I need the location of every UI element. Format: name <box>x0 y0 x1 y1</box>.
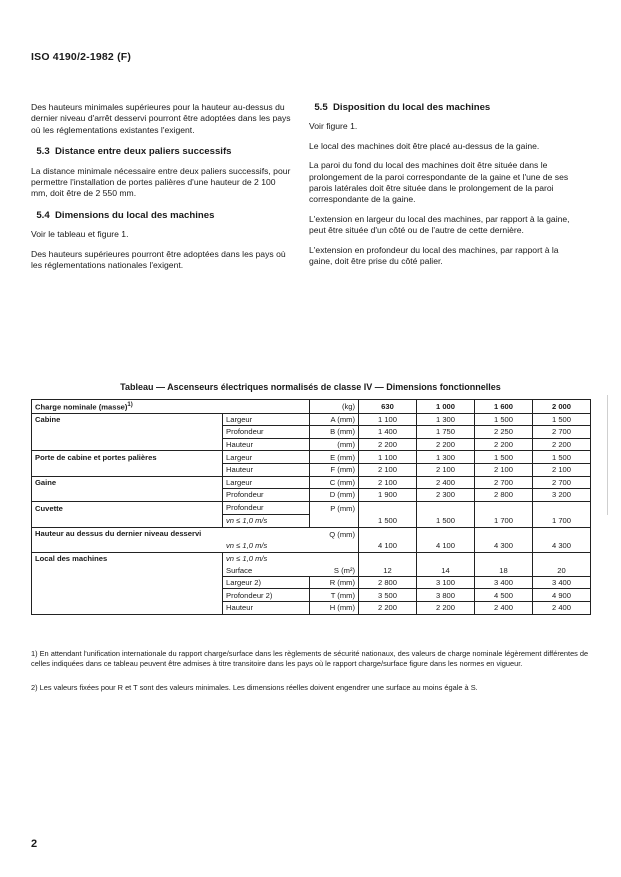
table-cell: 1 300 <box>417 451 475 464</box>
group-label-portes: Porte de cabine et portes palières <box>32 451 223 464</box>
footnote-1: 1) En attendant l'unification internationale du rapport charge/surface dans les règlements de sécurité nationaux, des valeurs de charge nominale légèrement différentes de celles indiquées dans ce tableau peuvent être admises à titre transitoire dans les pays où le rapport charge/surface figure dans les normes en vigueur. <box>31 649 589 668</box>
dimension-label: Hauteur <box>223 438 310 451</box>
page-number: 2 <box>31 838 38 850</box>
head-value: 2 000 <box>533 400 591 414</box>
table-cell: 2 100 <box>417 463 475 476</box>
section-title: Disposition du local des machines <box>333 102 491 113</box>
dimensions-table <box>31 399 591 615</box>
table-row <box>32 463 591 476</box>
speed-condition: vn ≤ 1,0 m/s <box>226 540 268 550</box>
table-cell: 18 <box>475 564 533 576</box>
table-cell: 1 500 <box>417 501 475 527</box>
head-value: 1 600 <box>475 400 533 414</box>
section-number: 5.5 <box>314 102 328 113</box>
paragraph: La distance minimale nécessaire entre deux paliers successifs, pour permettre l'installation de portes palières d'une hauteur de 2 100 mm, doit être de 2 550 mm. <box>31 165 291 199</box>
table-cell: 1 500 <box>533 451 591 464</box>
speed-condition: vn ≤ 1,0 m/s <box>226 515 268 525</box>
table-cell: 2 700 <box>475 476 533 489</box>
paragraph: Voir le tableau et figure 1. <box>31 229 129 240</box>
table-cell: 1 500 <box>475 451 533 464</box>
table-cell: 4 500 <box>475 589 533 602</box>
group-label-cuvette: Cuvette <box>32 501 223 527</box>
paragraph: L'extension en profondeur du local des machines, par rapport à la gaine, doit être prise du côté palier. <box>309 244 559 267</box>
left-column <box>31 102 293 279</box>
paragraph: La paroi du fond du local des machines doit être située dans le prolongement de la paroi correspondante de la gaine et l'une de ses parois latérales doit être située dans le prolongement de la paroi correspondante de la gaine. <box>309 160 569 205</box>
dimension-label: Surface <box>223 564 310 576</box>
head-value: 630 <box>359 400 417 414</box>
table-cell: 1 750 <box>417 426 475 439</box>
dimension-label: Largeur <box>223 476 310 489</box>
document-header: ISO 4190/2-1982 (F) <box>31 51 132 63</box>
header-unit: (kg) <box>310 400 359 414</box>
dimension-unit: D (mm) <box>310 489 359 502</box>
table-row <box>32 438 591 451</box>
dimension-unit: F (mm) <box>310 463 359 476</box>
table-cell: 1 500 <box>359 501 417 527</box>
dimension-label: Largeur <box>223 413 310 426</box>
dimension-label-stack <box>223 501 310 527</box>
table-cell: 3 400 <box>475 576 533 589</box>
table-cell: 1 500 <box>533 413 591 426</box>
dimension-label: Hauteur <box>223 463 310 476</box>
table-cell: 2 250 <box>475 426 533 439</box>
scan-edge-mark <box>607 395 608 515</box>
table-cell: 2 800 <box>359 576 417 589</box>
group-label-cabine: Cabine <box>32 413 223 426</box>
table-cell: 2 200 <box>475 438 533 451</box>
table-cell: 4 300 <box>475 527 533 552</box>
table-cell: 2 100 <box>359 476 417 489</box>
dimension-label: Profondeur <box>223 426 310 439</box>
table-cell: 2 100 <box>533 463 591 476</box>
table-cell: 3 100 <box>417 576 475 589</box>
section-heading-5-4 <box>31 210 293 221</box>
dimension-unit: T (mm) <box>310 589 359 602</box>
dimension-unit: (mm) <box>310 438 359 451</box>
table-cell: 3 400 <box>533 576 591 589</box>
table-cell: 1 400 <box>359 426 417 439</box>
table-row <box>32 413 591 426</box>
section-title: Distance entre deux paliers successifs <box>55 146 232 158</box>
table-row <box>32 576 591 589</box>
group-label-hauteur: Hauteur au dessus du dernier niveau desservi <box>35 529 202 539</box>
table-row <box>32 589 591 602</box>
group-label-gaine: Gaine <box>32 476 223 489</box>
dimension-unit: B (mm) <box>310 426 359 439</box>
table-cell: 14 <box>417 564 475 576</box>
table-cell: 1 100 <box>359 451 417 464</box>
dimension-unit: R (mm) <box>310 576 359 589</box>
table-cell: 2 300 <box>417 489 475 502</box>
table-cell: 2 400 <box>533 602 591 615</box>
group-label-local: Local des machines <box>32 552 223 564</box>
section-title: Dimensions du local des machines <box>55 209 215 221</box>
table-row <box>32 476 591 489</box>
table-cell: 20 <box>533 564 591 576</box>
speed-condition: vn ≤ 1,0 m/s <box>223 552 310 564</box>
dimension-unit: E (mm) <box>310 451 359 464</box>
dimension-label: Profondeur <box>223 489 310 502</box>
dimension-unit: P (mm) <box>310 501 359 527</box>
table-cell: 1 500 <box>475 413 533 426</box>
table-row <box>32 564 591 576</box>
dimension-unit: C (mm) <box>310 476 359 489</box>
table-cell: 12 <box>359 564 417 576</box>
table-cell: 2 400 <box>417 476 475 489</box>
table-cell: 2 200 <box>359 438 417 451</box>
section-number: 5.4 <box>36 209 50 221</box>
paragraph: Voir figure 1. <box>309 121 358 132</box>
dimension-unit: Q (mm) <box>310 527 359 552</box>
right-column <box>309 102 571 275</box>
table-cell: 2 200 <box>417 438 475 451</box>
dimension-label: Profondeur <box>223 502 309 515</box>
table-row <box>32 426 591 439</box>
table-row <box>32 527 591 552</box>
paragraph: Le local des machines doit être placé au-dessus de la gaine. <box>309 140 540 151</box>
footnote-2: 2) Les valeurs fixées pour R et T sont des valeurs minimales. Les dimensions réelles doivent engendrer une surface au moins égale à S. <box>31 683 478 692</box>
head-value: 1 000 <box>417 400 475 414</box>
table-cell: 2 200 <box>533 438 591 451</box>
table-cell: 3 800 <box>417 589 475 602</box>
dimension-unit: H (mm) <box>310 602 359 615</box>
table-cell: 2 700 <box>533 476 591 489</box>
dimension-label: Largeur 2) <box>223 576 310 589</box>
table-row <box>32 489 591 502</box>
table-caption: Tableau — Ascenseurs électriques normalisés de classe IV — Dimensions fonctionnelles <box>120 382 501 392</box>
paragraph: L'extension en largeur du local des machines, par rapport à la gaine, peut être située d'un côté ou de l'autre de cette dernière. <box>309 213 570 236</box>
table-cell: 2 800 <box>475 489 533 502</box>
table-cell: 1 700 <box>533 501 591 527</box>
table-row <box>32 501 591 527</box>
dimension-label: Largeur <box>223 451 310 464</box>
paragraph: Des hauteurs supérieures pourront être adoptées dans les pays où les réglementations nationales l'exigent. <box>31 248 286 271</box>
section-heading-5-3 <box>31 146 293 157</box>
table-cell: 4 100 <box>359 527 417 552</box>
table-cell: 2 100 <box>475 463 533 476</box>
table-cell: 4 300 <box>533 527 591 552</box>
table-cell: 1 100 <box>359 413 417 426</box>
table-cell: 2 400 <box>475 602 533 615</box>
table-row <box>32 451 591 464</box>
table-header-row <box>32 400 591 414</box>
section-number: 5.3 <box>36 146 50 158</box>
table-cell: 2 700 <box>533 426 591 439</box>
table-cell: 1 700 <box>475 501 533 527</box>
paragraph: Des hauteurs minimales supérieures pour la hauteur au-dessus du dernier niveau d'arrêt desservi pourront être adoptées dans les pays où les réglementations existantes l'exigent. <box>31 102 291 135</box>
table-cell: 2 200 <box>359 602 417 615</box>
table-cell: 2 100 <box>359 463 417 476</box>
table-row <box>32 552 591 564</box>
table-cell: 3 200 <box>533 489 591 502</box>
dimension-label: Profondeur 2) <box>223 589 310 602</box>
table-cell: 3 500 <box>359 589 417 602</box>
table-cell: 1 300 <box>417 413 475 426</box>
table-cell: 4 100 <box>417 527 475 552</box>
table-row <box>32 602 591 615</box>
table-cell: 4 900 <box>533 589 591 602</box>
dimension-label: Hauteur <box>223 602 310 615</box>
header-label: Charge nominale (masse)$^{1)}$ <box>32 400 310 414</box>
table-cell: 1 900 <box>359 489 417 502</box>
table-cell: 2 200 <box>417 602 475 615</box>
section-heading-5-5 <box>309 102 571 113</box>
dimension-unit: S (m²) <box>310 564 359 576</box>
dimension-unit: A (mm) <box>310 413 359 426</box>
overhead-label-stack <box>32 527 310 552</box>
